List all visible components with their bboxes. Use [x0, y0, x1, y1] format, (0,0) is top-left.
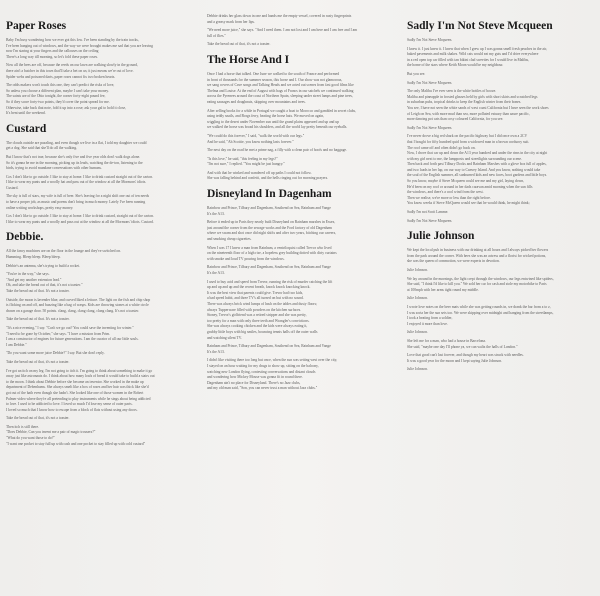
lyric-line: Sadly I'm Not Steve Mcqueen. [407, 38, 453, 42]
column-middle [207, 14, 393, 396]
lyric-line: It's the A13. [207, 211, 225, 216]
lyric-line: The clouds outside are puzzling, and even though we live in a flat, I told my daughter we could [6, 140, 147, 145]
lyric-stanza [407, 248, 593, 265]
lyric-stanza [407, 219, 593, 225]
lyric-stanza [6, 272, 192, 294]
song-title: Debbie. [6, 231, 44, 244]
lyric-line: Oh, and take the bread out of that, it's not a toaster." [6, 283, 83, 288]
lyric-line: I am Debbie." [6, 342, 27, 347]
lyric-line: across the Pyrenees around the coast of Northern Spain, sleeping under street lamps and pine trees, [207, 94, 353, 99]
lyric-line: So if they score forty-two points, they'd cover the point spread for me. [6, 99, 110, 104]
lyric-stanza [207, 265, 393, 276]
lyric-line: and smoking cheap cigarettes. [207, 237, 252, 242]
lyric-line: I didn't like visiting there too long but once, when the sun was setting west over the city, [207, 358, 338, 363]
song-block [6, 20, 192, 117]
lyric-line: The roof came off and often didn't go back on. [407, 145, 476, 150]
lyric-line: And with that he winked and wandered off up paths I could not follow. [207, 170, 312, 175]
lyric-stanza [6, 249, 192, 260]
lyric-stanza [407, 367, 593, 373]
lyric-line: Take the bread out of that, it's not a toaster. [6, 359, 70, 364]
lyric-line: baked pavements and milk shakes. Wild cats would eat my guts and I'd drive everywhere [407, 52, 539, 57]
lyric-stanza [407, 72, 593, 78]
lyric-stanza [6, 141, 192, 152]
lyric-line: to love. I used to be addicted to love. I loved so much I'd lose my sense of outer parts. [6, 402, 133, 407]
lyric-stanza [207, 171, 393, 182]
lyric-stanza [6, 416, 192, 422]
lyric-line: the soul of the English summer, all sunburned kids and new faces, boot gardens and little boys. [407, 173, 548, 178]
lyric-line: We lay around in the mornings, the light crept through the windows, our legs entwined like spiders, [407, 276, 554, 281]
lyric-line: I am a constructor of engines for future generations. I am the curator of all our little souls. [6, 337, 139, 342]
lyric-line: where we swam and shot once did night shifts and after two years, bitching our careers, [207, 231, 337, 236]
lyric-line: in front of thousands for the summer season, this horse and I. Our show was not glamorous, [207, 77, 343, 82]
lyric-line: Dagenham ain't no place for Disneyland. There's no Jazz clubs, [207, 380, 301, 385]
lyric-line: Take the bread out of that, it's not a toaster. [207, 42, 271, 47]
lyric-stanza [6, 83, 192, 117]
lyric-line: online writing workshops, pretty easy money. [6, 205, 74, 210]
song-block [207, 188, 393, 392]
lyric-line: "You're in the way," she says. [6, 272, 50, 277]
lyric-stanza [407, 305, 593, 327]
lyric-line: Love that good can't last forever, and though my heart was struck with needles. [407, 353, 524, 358]
lyric-line: there ain't a butcher in this town that'll take a bet on us; it just means we're out of love. [6, 68, 134, 73]
lyric-line: Sadly I'm Not Steve Mcqueen. [407, 218, 453, 223]
lyric-stanza [207, 109, 393, 131]
lyric-stanza [407, 339, 593, 350]
lyric-line: The odds makers won't touch this one, they can't predict the risks of love, [6, 83, 115, 88]
lyric-line: "We need more juice," she says. "And I need them. I am not lost and I am here and I am free and I am [207, 28, 358, 33]
lyric-line: "Is this love," he said, "this feeling in my legs?" [207, 156, 278, 161]
lyric-line: But you see. [407, 71, 426, 76]
lyric-stanza [6, 298, 192, 315]
lyric-line: I was sorta her the sun sets too. We were skipping over midnight and hanging from the streetlamps, [407, 310, 554, 315]
lyric-stanza [6, 194, 192, 211]
lyric-line: Rainbow and Prince, Tilbury and Dagenham, Southend on Sea, Rainham and Vange [207, 206, 331, 211]
lyric-line: from the park around the corner. With bees she was an actress and a florist for wicked potions, [407, 253, 547, 258]
song-block [407, 230, 593, 373]
lyric-stanza [6, 264, 192, 270]
lyric-stanza [6, 214, 192, 225]
lyric-stanza [6, 317, 192, 323]
lyric-stanza [6, 38, 192, 60]
lyric-stanza [407, 38, 593, 44]
lyric-line: and my old man said, "Son, you can never trust a man without Jazz clubs." [207, 386, 318, 391]
lyric-line: drawn on a garage door. 50 points. clang, clang, clang clang, clang clang. It's not a toaster. [6, 308, 140, 313]
lyric-line: I stayed on an hour waiting for my drugs to show up, sitting on the balcony, [207, 363, 319, 368]
lyric-line: When I was 17 I knew a man from Rainham, a ventriloquist called Trevor who lived [207, 245, 332, 250]
lyric-line: more dancing pot cats than cosy coloured California, for you see. [407, 117, 504, 122]
lyric-stanza [6, 326, 192, 348]
lyric-line: It's bent until the weekend. [6, 111, 46, 116]
lyric-line: with smoke and loud TV pouring from the windows. [207, 256, 285, 261]
lyric-line: of Leigh on Sea, with more mud than sea, more polluted estuary than azure pacific, [407, 111, 530, 116]
lyric-line: Cos I don't like to go outside. I like to stay at home. I like to drink custard straight out of the carton. [6, 174, 154, 179]
lyric-line: with my girl next to me, the lampposts and streetlights surrounding our scene. [407, 156, 522, 161]
lyric-line: Debbie drinks her glass down in one and hands me the empty vessel, covered in rusty fingerprints [207, 14, 352, 18]
song-title: The Horse And I [207, 53, 290, 66]
lyric-line: "I want one pocket to stay full up with cash and one pocket to stay filled up with cold custard" [6, 441, 146, 446]
song-block [207, 54, 393, 182]
lyric-line: that I bought for fifty hundred quid from a widowed man in a brown corduroy suit. [407, 139, 530, 144]
lyric-line: Once I had a horse that talked. One June we walked to the south of France and performed [207, 71, 340, 76]
song-title: Disneyland In Dagenham [207, 188, 332, 201]
lyric-stanza [6, 155, 192, 172]
lyric-line: So unless you choose a different plan, maybe I can't take your money. [6, 88, 109, 93]
lyric-line: Debbie's an antenna, she's trying to build a rocket. [6, 263, 81, 268]
lyric-stanza [407, 134, 593, 207]
lyric-line: the home of the stars where Keith Moon would be my neighbour. [407, 63, 504, 68]
lyric-line: She left me for a man, who had a house in Barcelona. [407, 338, 486, 343]
lyric-line: "What do you want those to do?" [6, 436, 55, 441]
lyric-line: So it's gonna be me in the morning, picking up its leads, watching the de-ton, listening to the [6, 160, 143, 165]
lyric-line: I took a beating from a soldier, [407, 316, 453, 321]
song-title: Paper Roses [6, 20, 67, 32]
lyric-line: we sang covers of Cave songs and Talking Heads and we acted out scenes from fast good films like [207, 83, 354, 88]
lyric-line: birds, trying to avoid mundane conversations with other humans. [6, 166, 102, 171]
lyric-line: and watching silent TV. [207, 335, 242, 340]
lyric-line: "I'm not sure," I replied. "You might be just hungry." [207, 162, 285, 167]
lyric-line: She was always cooking chicken and the kids were always eating it, [207, 324, 308, 329]
lyric-line: just around the corner from the sewage works and the Ford factory of old Dagenham [207, 225, 332, 230]
lyric-line: Stoney, Trevor's girlfriend was a retired stripper and she was pretty, [207, 313, 307, 318]
lyric-stanza [407, 353, 593, 364]
lyric-line: now I'm staring at your fingers and the callouses on the ceiling [6, 49, 99, 54]
lyric-line: After selling books for a while in Portugal we caught a boat to Morocco and gambled in secret clubs, [207, 108, 356, 113]
lyric-stanza [407, 126, 593, 132]
lyric-line: on the nineteenth floor of a high rise, a hopeless grey building dotted with dirty curtains [207, 251, 337, 256]
lyric-line: Take the bread out of that. It's not a toaster. [6, 317, 70, 322]
lyric-line: Otherwise, take back that note, fold it up into a rose; ask your gal to hold it close, [6, 105, 127, 110]
lyric-line: She said, "I think I'd like to kill you." We sold her car for cash and stole my motorbike to Paris [407, 282, 547, 287]
lyric-line: It was a good year for the moon and I kept saying Julie Johnson. [407, 358, 503, 363]
lyric-stanza [207, 14, 393, 25]
lyric-line: eating sausages and doughnuts, skipping over mountains and trees. [207, 99, 306, 104]
song-block [207, 14, 393, 48]
lyric-line: "We could do this forever," I said, "walk the world with our legs." [207, 133, 305, 138]
lyric-stanza [407, 81, 593, 87]
lyric-line: Then back and forth past Tilbury Docks and Rainham Marshes with a glove box full of apples, [407, 162, 547, 167]
lyric-line: Julie Johnson. [407, 268, 428, 272]
song-title: Sadly I'm Not Steve Mcqueen [407, 20, 553, 32]
lyric-line: get a dog. She said that she'll do all the walking. [6, 146, 78, 151]
lyric-line: Take the bread out of that. It's not a toaster. [6, 289, 70, 293]
lyric-line: always Tupperware filled with powders on the kitchen surfaces. [207, 307, 302, 312]
lyric-line: Before it ended up in Paris they nearly built Disneyland on Rainham marshes in Essex, [207, 220, 336, 225]
lyric-line: using teddy snails, and Borgs ferry, beating the horse hats. We moved on again, [207, 114, 324, 119]
lyric-line: "Do you want some more juice Debbie?" I say. But she don't reply. [6, 351, 105, 356]
lyric-line: watching new London flying, contesting conversations and distant clouds [207, 369, 316, 374]
lyric-line: wiggling to the desert under November sun until the grand plains appeared and up and up [207, 119, 339, 124]
lyric-line: I've been hanging out of windows, and the way we were brought makes me sad that you are leaving [6, 43, 153, 48]
lyric-line: at 100mph with her arms tight round my middle. [407, 287, 479, 292]
lyric-stanza [207, 157, 393, 168]
lyric-line: Then we realise, we're more or less than the right before. [407, 195, 491, 200]
lyric-stanza [207, 220, 393, 242]
lyric-line: But I know that's not true, because she's only five and five year olds don't walk dogs alone. [6, 154, 141, 159]
lyric-line: I enjoyed it more than love. [407, 321, 448, 326]
lyric-line: Rainbow and Prince, Tilbury and Dagenham, Southend on Sea, Rainham and Vange [207, 265, 331, 270]
lyric-line: Julie Johnson. [407, 296, 428, 301]
lyric-line: and wondering how Mickey Mouse was gonna fit in round there. [207, 375, 303, 380]
lyric-line: I used to buy acid and speed from Trevor, running the risk of murder catching the lift [207, 279, 333, 284]
lyric-line: Outside, the moon is lavender blue, and curved liked a lettuce. The light on the fish and chip shop [6, 297, 151, 302]
lyric-stanza [6, 425, 192, 447]
lyric-line: Rainham and Prince, Tilbury and Dagenham, Southend on Sea, Rainham and Vange [207, 344, 331, 349]
lyric-stanza [6, 351, 192, 357]
lyric-stanza [6, 369, 192, 414]
lyric-line: I've got an itch on my leg. I'm not going to itch it. I'm going to think about something to make it go [6, 368, 153, 373]
lyric-line: to have a proper job, as music and poems don't bring in much money. Lately I've been running [6, 200, 146, 205]
lyric-line: Then itch is still there. [6, 424, 40, 429]
lyric-line: Custard. [6, 185, 19, 190]
lyric-stanza [207, 28, 393, 39]
lyric-line: up and up and up and the recent breath, knock knock knocking knock. [207, 285, 311, 290]
lyric-line: It was the best view that parents could give. Trevor had two kids, [207, 290, 304, 295]
lyric-line: You see, I have not seen the white sands of west coast California but I have seen the work shoes [407, 105, 549, 110]
lyric-line: Sadly I'm not Scott Lamme. [407, 210, 449, 215]
column-right [407, 14, 593, 377]
lyric-line: Spider webs and poisoned darts, paper roses cannot fix two broken hearts. [6, 74, 116, 79]
lyric-line: in suburban pubs, tropical drinks to keep the English winter from their bones. [407, 100, 522, 105]
lyric-line: All the fancy machines are on the floor in the lounge and they've switched on. [6, 249, 122, 254]
lyric-stanza [207, 72, 393, 106]
lyric-line: You know weeks if Steve McQueen would see that he would think, he might think; [407, 201, 530, 206]
lyric-stanza [6, 175, 192, 192]
lyric-stanza [207, 134, 393, 145]
lyric-stanza [207, 344, 393, 355]
lyric-stanza [407, 210, 593, 216]
lyric-stanza [407, 277, 593, 294]
lyric-line: in a red open top car filled with tan bikini clad sweeties for I would live in Malibu, [407, 57, 530, 62]
lyric-stanza [207, 148, 393, 154]
lyric-line: Now all the bees are off, because the reeds on our lawn are walking slowly in the ground, [6, 63, 138, 68]
lyric-line: The only Malibu I've ever seen is the white bottles of booze. [407, 89, 497, 94]
lyric-line: She said, "maybe one day I'll phone ya, we can waltz the halls of London." [407, 344, 518, 349]
lyric-line: Thelma and Louise. At the end of August with bags of Francs in our satchels we continued walking [207, 88, 354, 93]
lyric-line: "It's a nice evening," I say. "Can't we go out? You could save the inventing for winter." [6, 325, 134, 330]
lyric-line: Julie Johnson. [407, 367, 428, 372]
lyric-stanza [407, 268, 593, 274]
song-title: Custard [6, 122, 47, 135]
lyric-line: to the moon. I think about Debbie before she became an inventor. She worked in the make up [6, 379, 144, 384]
song-block [6, 231, 192, 447]
lyric-stanza [207, 358, 393, 392]
lyric-line: It's the A13. [207, 271, 225, 275]
lyric-line: "I need to be gone by October," she says. "I have a mission from Prim. [6, 331, 111, 336]
lyric-line: The saints are of the Ohio tonight, the corner forty-eight pound fee, [6, 94, 106, 99]
lyric-line: I loved so much that I know how to escape from a block of flats without using any doors. [6, 407, 138, 412]
lyric-line: and a greasy mark from her lips. [207, 19, 255, 24]
lyric-line: Malibu and pineapple in frosted glasses held by girls with short skirts and scratched legs [407, 94, 538, 99]
lyric-line: the windows, and there's a cool wind from the west. [407, 190, 484, 195]
lyric-line: I like to wear my pants and a woolly and pass out at the window at all the Mormons' idiots. Custard. [6, 219, 154, 224]
lyric-stanza [407, 296, 593, 302]
lyric-stanza [6, 63, 192, 80]
lyric-line: department of Debenhams. She always smelt like a box of roses and her hair was thick like she'd [6, 385, 149, 390]
lyric-line: Cos I don't like to go outside. I like to stay at home. I like to drink custard, straight out of the carton. [6, 214, 154, 219]
lyric-line: There was always brick wind lumps of hash on the tables and dusty floors; [207, 301, 318, 306]
lyric-line: Baby I'm busy wondering how we ever got this low. I've been standing by the train tracks, [6, 38, 139, 42]
lyric-line: full of flies." [207, 33, 226, 38]
lyric-line: The sky is full of stars, my wife is full of beer. She's leaving for a night shift one out of ten needs [6, 194, 150, 199]
lyric-line: It's the A13. [207, 349, 225, 354]
song-block [407, 20, 593, 224]
column-left [6, 14, 192, 451]
lyric-line: "And get my another extension lead." [6, 277, 62, 282]
lyric-stanza [207, 280, 393, 342]
lyric-line: I knew it. I just knew it. I knew that when I grew up I was gonna smell fresh peaches in the air, [407, 46, 548, 51]
lyric-line: We kept the local pub in business with our drinking at all hours and I always picked her flowers [407, 248, 549, 253]
lyric-line: she was the queen of commotion, we were experts in devotion. [407, 259, 500, 264]
lyric-line: And he said, "Ah Scottie, you know nothing lasts forever." [207, 139, 294, 144]
lyric-stanza [207, 206, 393, 217]
lyric-stanza [6, 360, 192, 366]
lyric-line: The next day on the road he met a prime nag, a filly with a clean pair of hoofs and no baggage. [207, 148, 347, 153]
lyric-line: and two loads in her lap, on our way to Canvey Island. And you know, nothing would take [407, 167, 541, 172]
lyric-stanza [207, 246, 393, 263]
lyric-line: grubby little boys with big smiles, bouncing tennis balls off the outer walls [207, 329, 318, 334]
lyric-line: Sadly I'm Not Steve Mcqueen. [407, 80, 453, 85]
lyric-line: got out of the bath even though she hadn't. She looked like one of those women in the Robert [6, 390, 144, 395]
lyric-line: Julie Johnson. [407, 330, 428, 335]
lyric-line: I like to wear my pants and a woolly hat and pass out of the window at all the Mormons' idiots. [6, 180, 147, 185]
lyric-line: He'd been on my roof or around in her dads caravan amid morning when the sun fills [407, 184, 533, 189]
lyric-line: I wrote love notes on the beer mats while she was getting rounds in, we drank the bar from a to z, [407, 304, 551, 309]
lyric-stanza [407, 89, 593, 123]
song-block [6, 123, 192, 226]
lyric-line: Humming. Bleep bleep. Bleep bleep. [6, 255, 61, 260]
lyric-line: away just like astronauts do. I think about how many loafs of bread it would take to build a stairs out [6, 374, 155, 379]
lyric-line: we walked the horse was broad his shoulders, and all the world lay pretty beneath our eyeballs. [207, 125, 348, 130]
lyric-line: "Does Debbie, Can you invent me a pair of magic trousers?" [6, 430, 96, 435]
lyric-line: Sadly I'm Not Steve Mcqueen. [407, 125, 453, 130]
lyric-stanza [407, 47, 593, 69]
lyric-line: Take the bread out of that, it's not a toaster. [6, 416, 70, 421]
lyric-stanza [207, 42, 393, 48]
lyric-line: Now, I drove that car up and down the A13 year hundred and under the rims in the city at night [407, 151, 548, 156]
lyric-line: too pretty for a man with only three teeth and Wrangler's convictions. [207, 318, 310, 323]
lyric-stanza [407, 330, 593, 336]
lyric-line: She was falling behind and confetti, and the hells ringing out for morning prayers. [207, 176, 329, 181]
lyric-line: is flicking on and off, and buzzing like a bag of wasps. Kids are throwing stones at a white circle [6, 303, 149, 308]
song-title: Julie Johnson [407, 230, 475, 243]
lyric-line: So you know, maybe if Steve Mcqueen could see me and my girl, laying down, [407, 179, 525, 184]
lyric-line: I've never drove a big red shark on the pacific highway but I did once own a 2CV [407, 134, 528, 139]
lyric-line: Palmer video where they're all pretending to play instruments while he sings about being addicted [6, 396, 151, 401]
lyric-line: a bad speed habit, and three TV's all turned on but with no sound. [207, 296, 304, 301]
lyric-line: There's a long way till morning, so let's fold these paper roses. [6, 54, 98, 59]
